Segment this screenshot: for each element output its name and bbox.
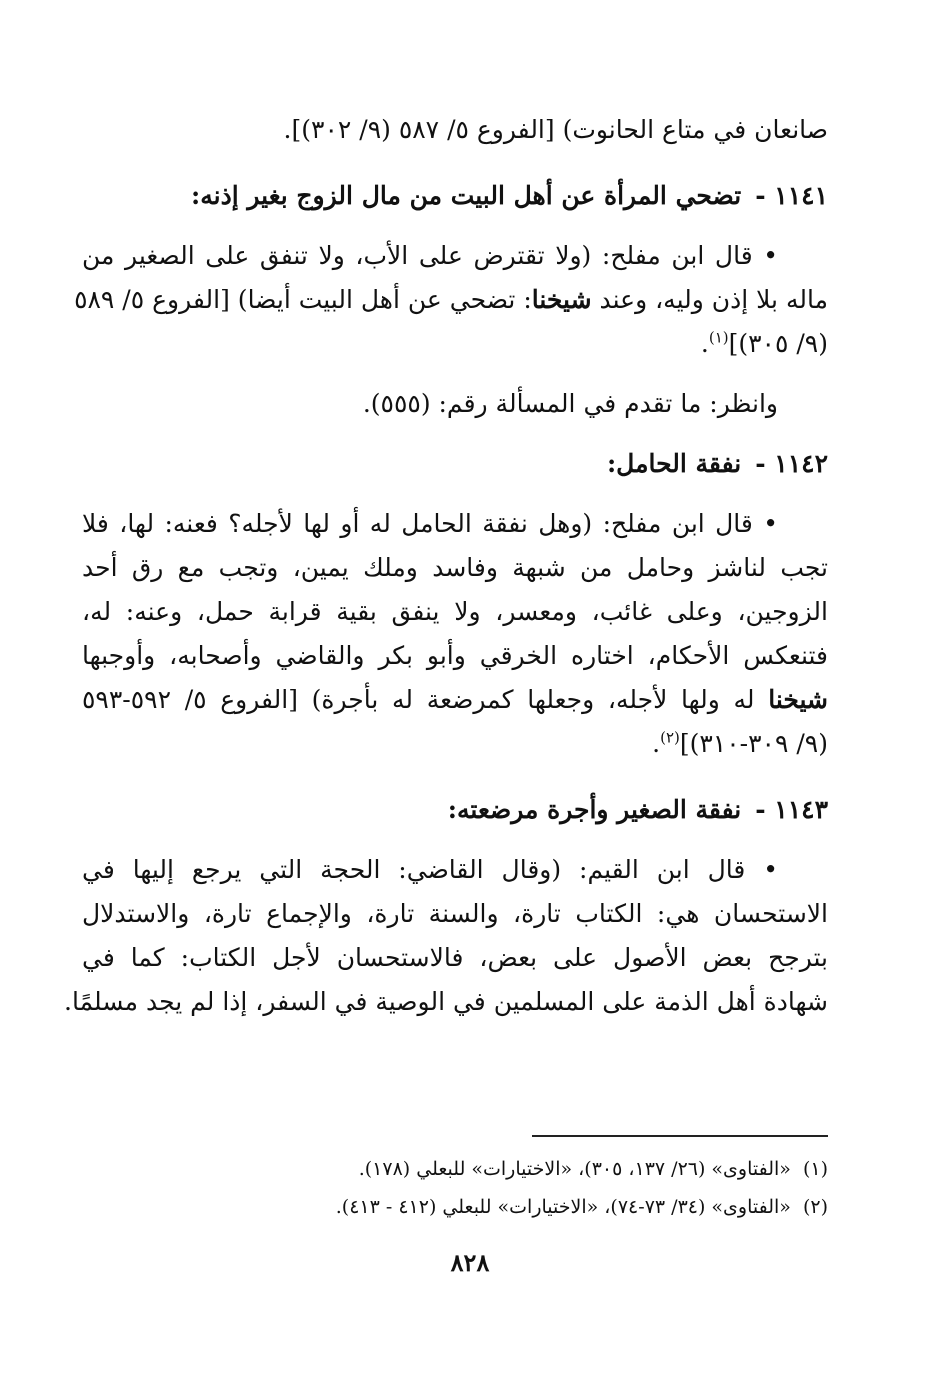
- bold-term: شيخنا: [768, 685, 828, 714]
- citation: (٩/ ٣٠٩-٣١٠)]: [679, 729, 828, 758]
- text-line-with-bold: [82, 678, 828, 722]
- footnote-divider: [532, 1135, 828, 1137]
- page-number: ٨٢٨: [450, 1248, 490, 1277]
- footnote-text: «الفتاوى» (٢٦/ ١٣٧، ٣٠٥)، «الاختيارات» للبعلي (١٧٨).: [358, 1158, 791, 1180]
- line-part: له ولها لأجله، وجعلها كمرضعة له بأجرة) [الفروع ٥/ ٥٩٢-٥٩٣: [82, 685, 769, 714]
- main-text: [64, 108, 828, 1024]
- opening-line: صانعان في متاع الحانوت) [الفروع ٥/ ٥٨٧ (٩/ ٣٠٢)].: [283, 115, 828, 144]
- text-line-with-bold: [74, 278, 828, 322]
- text-line: • قال ابن مفلح: (وهل نفقة الحامل له أو لها لأجله؟ فعنه: لها، فلا: [82, 509, 778, 538]
- see-also-line: وانظر: ما تقدم في المسألة رقم: (٥٥٥).: [362, 389, 778, 418]
- citation: (٩/ ٣٠٥)]: [728, 329, 828, 358]
- text-line: تجب لناشز وحامل من شبهة وفاسد وملك يمين، وتجب مع رق أحد: [82, 553, 828, 582]
- section-heading-1143: [82, 788, 828, 832]
- footnote-mark: (١): [802, 1158, 828, 1180]
- section-title: تضحي المرأة عن أهل البيت من مال الزوج بغير إذنه:: [190, 181, 742, 210]
- line-part: : تضحي عن أهل البيت أيضا) [الفروع ٥/ ٥٨٩: [74, 285, 532, 314]
- section-number: ١١٤٢ -: [755, 449, 828, 478]
- text-line: • قال ابن مفلح: (ولا تقترض على الأب، ولا تنفق على الصغير من: [82, 241, 778, 270]
- section-heading-1141: [82, 174, 828, 218]
- section-heading-1142: [82, 442, 828, 486]
- text-line: (٩/ ٣٠٥)]$^{(١)}$.: [700, 328, 828, 358]
- text-line: الاستحسان هي: الكتاب تارة، والسنة تارة، والإجماع تارة، والاستدلال: [82, 899, 828, 928]
- line-part: ماله بلا إذن وليه، وعند: [591, 285, 828, 314]
- footnotes: [82, 1150, 828, 1226]
- footnote-ref[interactable]: (٢): [660, 728, 680, 747]
- text-line: فتنعكس الأحكام، اختاره الخرقي وأبو بكر والقاضي وأصحابه، وأوجبها: [82, 641, 828, 670]
- footnote-2: [82, 1188, 828, 1226]
- section-title: نفقة الحامل:: [606, 449, 742, 478]
- text-line: الزوجين، وعلى غائب، ومعسر، ولا ينفق بقية قرابة حمل، وعنه: له،: [82, 597, 828, 626]
- footnote-text: «الفتاوى» (٣٤/ ٧٣-٧٤)، «الاختيارات» للبعلي (٤١٢ - ٤١٣).: [335, 1196, 791, 1218]
- text-line: شهادة أهل الذمة على المسلمين في الوصية في السفر، إذا لم يجد مسلمًا.: [64, 987, 828, 1016]
- footnote-ref[interactable]: (١): [708, 328, 729, 347]
- text-line: • قال ابن القيم: (وقال القاضي: الحجة التي يرجع إليها في: [82, 855, 778, 884]
- text-line: (٩/ ٣٠٩-٣١٠)]$^{(٢)}$.: [652, 728, 828, 758]
- section-number: ١١٤٣ -: [755, 795, 828, 824]
- footnote-1: [82, 1150, 828, 1188]
- section-number: ١١٤١ -: [755, 181, 828, 210]
- bold-term: شيخنا: [531, 285, 592, 314]
- footnote-mark: (٢): [802, 1196, 828, 1218]
- text-line: بترجح بعض الأصول على بعض، فالاستحسان لأجل الكتاب: كما في: [82, 943, 828, 972]
- section-title: نفقة الصغير وأجرة مرضعته:: [447, 795, 742, 824]
